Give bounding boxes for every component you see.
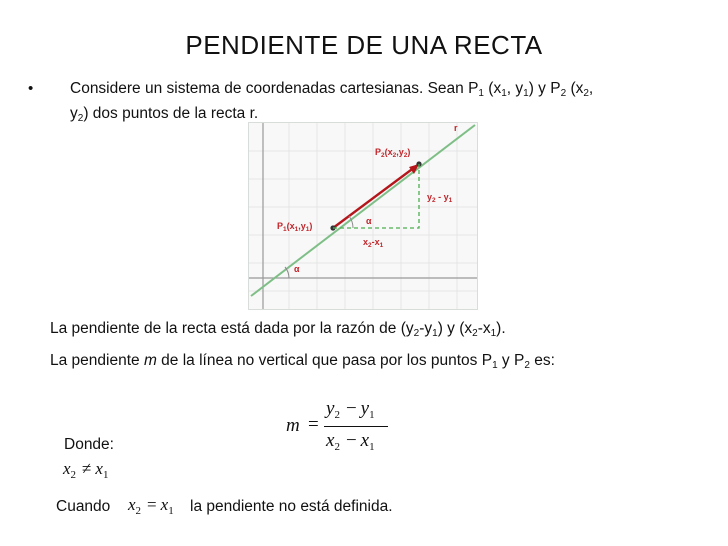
slope-sentence bbox=[50, 352, 555, 370]
intro-subscript: 1 bbox=[501, 88, 507, 99]
formula-fraction-bar bbox=[324, 426, 388, 427]
cuando-formula: $x_2 = x_1$ bbox=[128, 495, 174, 517]
condition-formula: $x_2 \ne x_1$ bbox=[63, 459, 109, 481]
angle-label-axis: α bbox=[294, 264, 300, 274]
slope-subscript: 2 bbox=[524, 360, 530, 371]
ratio-text-segment: ). bbox=[496, 320, 506, 337]
bullet-marker: • bbox=[28, 80, 34, 97]
intro-text-segment: (x bbox=[483, 80, 502, 97]
donde-label: Donde: bbox=[64, 436, 114, 453]
ratio-subscript: 1 bbox=[490, 328, 497, 339]
ratio-sentence bbox=[50, 320, 506, 338]
slope-text-segment: y P bbox=[497, 352, 525, 369]
ratio-text-segment: ) y (x bbox=[437, 320, 473, 337]
slide-title: PENDIENTE DE UNA RECTA bbox=[185, 30, 543, 60]
formula-equals: = bbox=[308, 414, 319, 435]
slope-text-segment: es: bbox=[529, 352, 555, 369]
ratio-subscript: 2 bbox=[413, 328, 420, 339]
point1-label: $P_1(x_1,y_1)$ bbox=[277, 221, 313, 233]
intro-text-segment: , y bbox=[506, 80, 524, 97]
intro-text-segment: y bbox=[70, 105, 78, 122]
formula-denominator: $x_2 - x_1$ bbox=[326, 430, 375, 453]
intro-subscript: 2 bbox=[583, 88, 589, 99]
slope-formula bbox=[280, 398, 420, 458]
slope-subscript: 1 bbox=[492, 360, 498, 371]
intro-text-segment: ) dos puntos de la recta r. bbox=[83, 105, 259, 122]
slope-diagram bbox=[248, 122, 478, 310]
intro-text-segment: (x bbox=[566, 80, 584, 97]
intro-bullet bbox=[28, 76, 698, 126]
ratio-text-segment: La pendiente de la recta está dada por la razón de (y bbox=[50, 320, 414, 337]
ratio-text-segment: -x bbox=[477, 320, 491, 337]
cuando-label: Cuando bbox=[56, 498, 111, 515]
intro-text bbox=[70, 76, 698, 126]
run-label: $x_2-x_1$ bbox=[363, 237, 384, 249]
slope-text-segment: La pendiente bbox=[50, 352, 144, 369]
ratio-text-segment: -y bbox=[419, 320, 433, 337]
slope-variable-m: m bbox=[143, 352, 157, 369]
ratio-subscript: 1 bbox=[432, 328, 438, 339]
slope-diagram-svg bbox=[249, 123, 477, 309]
intro-text-segment: ) y P bbox=[528, 80, 561, 97]
segment-p1-p2 bbox=[333, 164, 419, 228]
intro-subscript: 1 bbox=[478, 88, 484, 99]
rise-label: $y_2 - y_1$ bbox=[427, 192, 453, 204]
point2-label: $P_2(x_2,y_2)$ bbox=[375, 147, 411, 159]
intro-subscript: 2 bbox=[560, 88, 567, 99]
intro-subscript: 1 bbox=[523, 88, 529, 99]
angle-label-p1: α bbox=[366, 216, 372, 226]
line-r-label: r bbox=[454, 123, 458, 133]
ratio-subscript: 2 bbox=[472, 328, 478, 339]
undefined-slope-note bbox=[56, 495, 393, 517]
slope-text-segment: de la línea no vertical que pasa por los puntos P bbox=[156, 352, 493, 369]
cuando-tail-text: la pendiente no está definida. bbox=[190, 498, 393, 515]
intro-text-segment: Considere un sistema de coordenadas cartesianas. Sean P bbox=[70, 80, 479, 97]
formula-numerator: $y_2 - y_1$ bbox=[326, 398, 375, 421]
intro-subscript: 2 bbox=[77, 113, 84, 124]
intro-text-segment: , bbox=[588, 80, 594, 97]
grid-lines bbox=[249, 123, 477, 309]
formula-lhs: m bbox=[286, 415, 300, 436]
